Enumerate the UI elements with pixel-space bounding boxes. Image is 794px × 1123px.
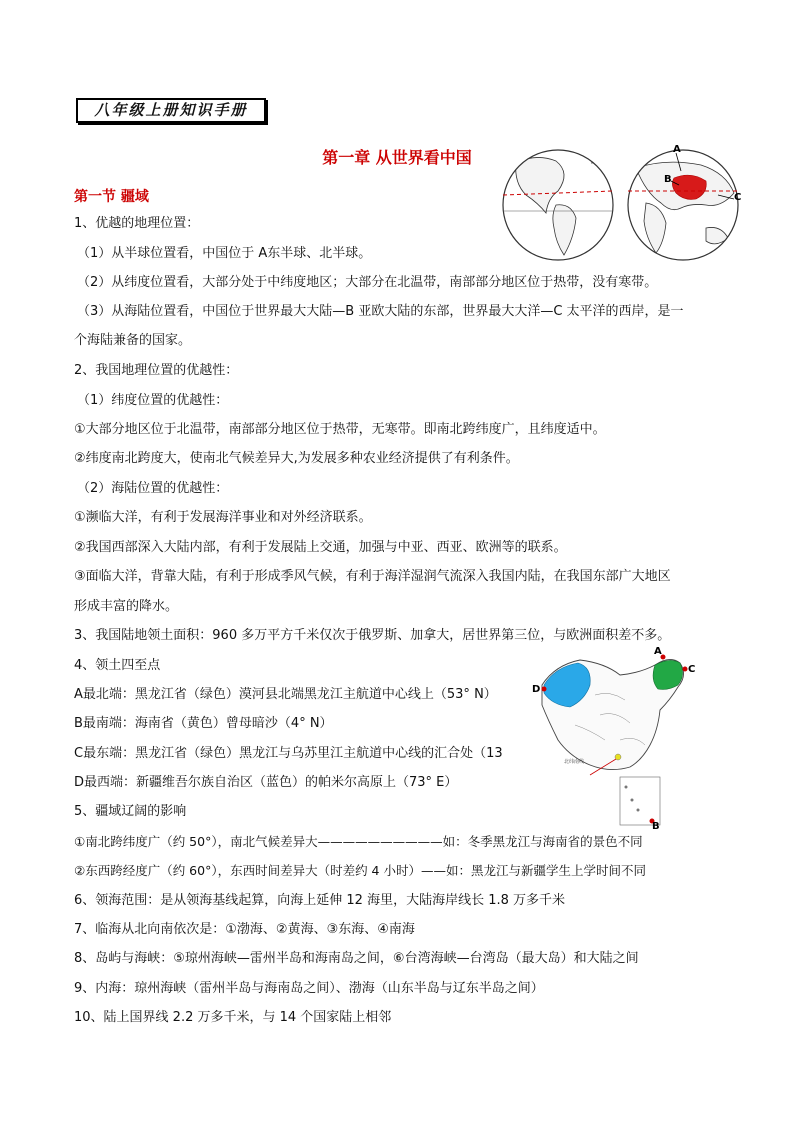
text-line-1: 1、优越的地理位置： — [74, 216, 200, 231]
text-line-24: 6、领海范围：是从领海基线起算，向海上延伸 12 海里，大陆海岸线长 1.8 万多千米 — [74, 893, 566, 908]
text-line-14: 形成丰富的降水。 — [74, 599, 179, 614]
text-line-25: 7、临海从北向南依次是：①渤海、②黄海、③东海、④南海 — [74, 922, 415, 937]
text-line-6: 2、我国地理位置的优越性： — [74, 363, 239, 378]
hemisphere-globe-illustration — [496, 143, 751, 263]
text-line-9: ②纬度南北跨度大，使南北气候差异大,为发展多种农业经济提供了有利条件。 — [74, 451, 519, 466]
globe-label-c: C — [734, 192, 742, 203]
globe-label-b: B — [664, 174, 672, 185]
chapter-title: 第一章 从世界看中国 — [322, 148, 472, 167]
section-title: 第一节 疆域 — [74, 189, 149, 205]
text-line-8: ①大部分地区位于北温带，南部部分地区位于热带，无寒带。即南北跨纬度广，且纬度适中。 — [74, 422, 606, 437]
text-line-10: （2）海陆位置的优越性： — [77, 481, 229, 496]
map-label-d: D — [532, 684, 541, 695]
text-line-21: 5、疆域辽阔的影响 — [74, 804, 187, 819]
text-line-26: 8、岛屿与海峡：⑤琼州海峡—雷州半岛和海南岛之间，⑥台湾海峡—台湾岛（最大岛）和大陆之间 — [74, 951, 639, 966]
text-line-17: A最北端：黑龙江省（绿色）漠河县北端黑龙江主航道中心线上（53° N） — [74, 687, 497, 702]
text-line-18: B最南端：海南省（黄色）曾母暗沙（4° N） — [74, 716, 333, 731]
china-extreme-points-map — [530, 645, 700, 830]
map-label-c: C — [688, 664, 696, 675]
text-line-27: 9、内海：琼州海峡（雷州半岛与海南岛之间）、渤海（山东半岛与辽东半岛之间） — [74, 981, 544, 996]
map-label-b: B — [652, 821, 660, 830]
text-line-11: ①濒临大洋，有利于发展海洋事业和对外经济联系。 — [74, 510, 372, 525]
text-line-3: （2）从纬度位置看，大部分处于中纬度地区；大部分在北温带，南部部分地区位于热带，没有寒带。 — [77, 275, 658, 290]
map-label-a: A — [654, 646, 662, 657]
text-line-13: ③面临大洋，背靠大陆，有利于形成季风气候，有利于海洋湿润气流深入我国内陆，在我国东部广大地区 — [74, 569, 671, 584]
text-line-22: ①南北跨纬度广（约 50°），南北气候差异大——————————如：冬季黑龙江与海南省的景色不同 — [74, 834, 643, 849]
text-line-28: 10、陆上国界线 2.2 万多千米，与 14 个国家陆上相邻 — [74, 1010, 392, 1025]
text-line-20: D最西端：新疆维吾尔族自治区（蓝色）的帕米尔高原上（73° E） — [74, 775, 458, 790]
text-line-5: 个海陆兼备的国家。 — [74, 333, 192, 348]
text-line-12: ②我国西部深入大陆内部，有利于发展陆上交通，加强与中亚、西亚、欧洲等的联系。 — [74, 540, 567, 555]
text-line-19: C最东端：黑龙江省（绿色）黑龙江与乌苏里江主航道中心线的汇合处（13 — [74, 746, 503, 761]
text-line-2: （1）从半球位置看，中国位于 A东半球、北半球。 — [77, 246, 372, 261]
text-line-7: （1）纬度位置的优越性： — [77, 393, 229, 408]
map-label-small: 北纬南线 — [564, 759, 585, 765]
text-line-16: 4、领土四至点 — [74, 658, 161, 673]
globe-label-a: A — [673, 144, 681, 155]
text-line-23: ②东西跨经度广（约 60°），东西时间差异大（时差约 4 小时）——如：黑龙江与新疆学生上学时间不同 — [74, 863, 646, 878]
text-line-15: 3、我国陆地领土面积：960 多万平方千米仅次于俄罗斯、加拿大，居世界第三位，与欧洲面积差不多。 — [74, 628, 671, 643]
handbook-banner: 八年级上册知识手册 — [76, 98, 266, 123]
text-line-4: （3）从海陆位置看，中国位于世界最大大陆—B 亚欧大陆的东部，世界最大大洋—C 太平洋的西岸，是一 — [77, 304, 684, 319]
